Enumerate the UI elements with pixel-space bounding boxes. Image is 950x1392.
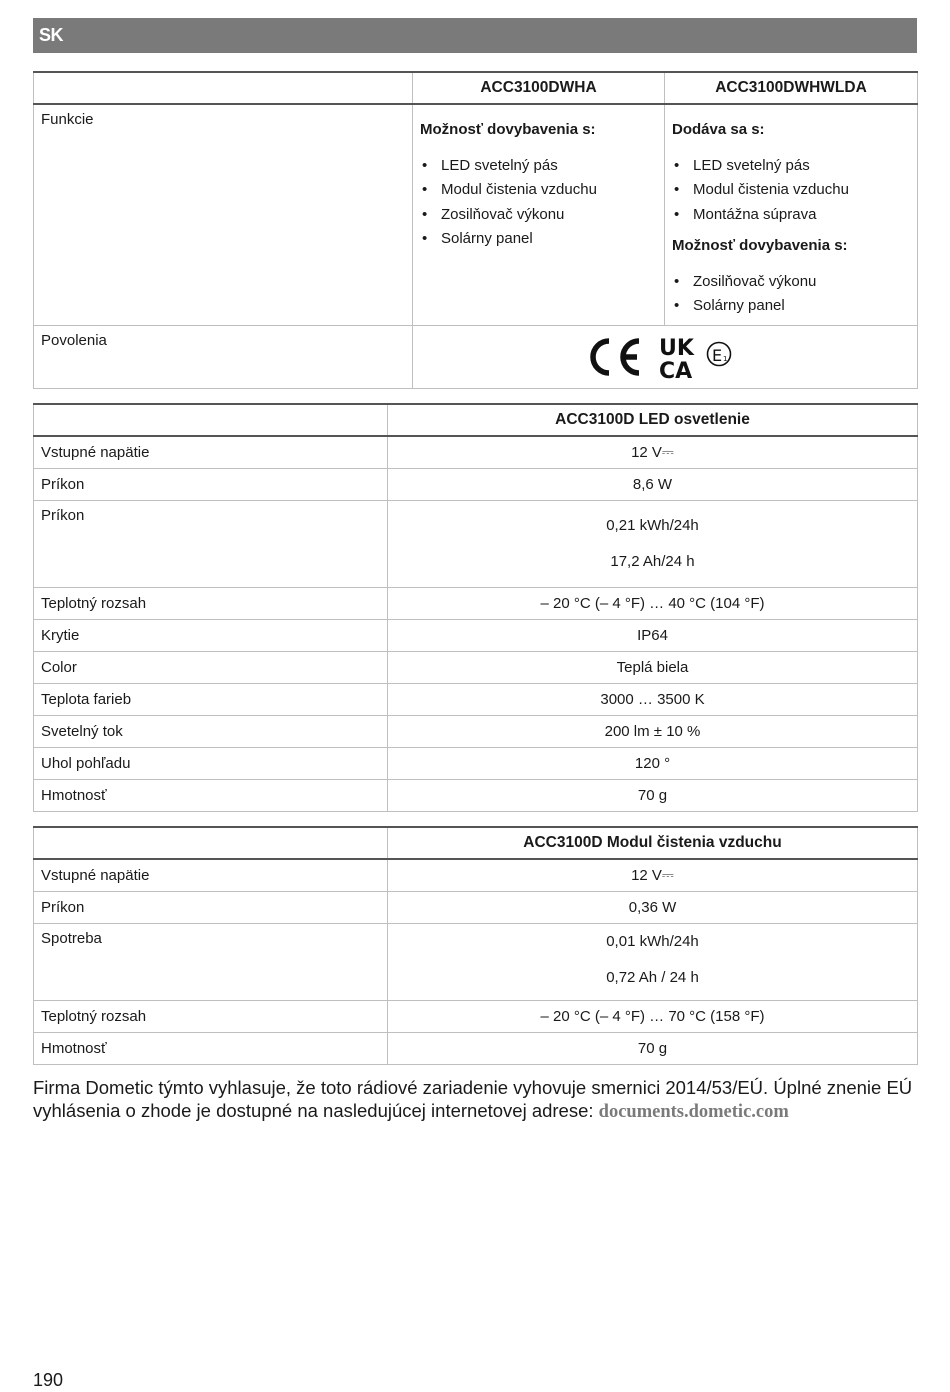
- spec-value-line-1: 0,01 kWh/24h: [606, 932, 699, 950]
- approval-marks-cell: [413, 325, 918, 388]
- led-spec-table: [33, 403, 918, 812]
- retrofit-heading: Možnosť dovybavenia s:: [420, 121, 596, 138]
- led-table-header: [34, 404, 918, 436]
- features-label: Funkcie: [34, 104, 413, 325]
- spec-value: 200 lm ± 10 %: [388, 715, 918, 747]
- spec-value: [388, 500, 918, 587]
- air-module-table-header: [34, 827, 918, 859]
- language-code: SK: [39, 25, 64, 45]
- retrofit-heading-2: Možnosť dovybavenia s:: [672, 236, 848, 254]
- list-item: • Solárny panel: [420, 227, 664, 251]
- empty-header-cell: [34, 404, 388, 436]
- table-row: [34, 619, 918, 651]
- language-header-bar: [33, 18, 917, 53]
- air-module-table-heading: ACC3100D Modul čistenia vzduchu: [388, 827, 918, 859]
- supplied-with-list: [672, 154, 917, 227]
- spec-value: [388, 923, 918, 1000]
- spec-value: 70 g: [388, 1032, 918, 1064]
- list-item: • Modul čistenia vzduchu: [420, 178, 664, 202]
- list-item: • Montážna súprava: [672, 203, 917, 227]
- features-table-header: [34, 72, 918, 104]
- spec-label: Hmotnosť: [34, 779, 388, 811]
- table-row: [34, 436, 918, 468]
- spec-value: 120 °: [388, 747, 918, 779]
- spec-value: – 20 °C (– 4 °F) … 70 °C (158 °F): [388, 1000, 918, 1032]
- air-module-spec-table: [33, 826, 918, 1065]
- features-row: [34, 104, 918, 325]
- list-item: • Zosilňovač výkonu: [420, 203, 664, 227]
- table-row: [34, 747, 918, 779]
- spec-value-line-2: 0,72 Ah / 24 h: [606, 968, 699, 986]
- empty-header-cell: [34, 72, 413, 104]
- table-row: [34, 859, 918, 891]
- spec-label: Uhol pohľadu: [34, 747, 388, 779]
- list-item: • Solárny panel: [672, 294, 917, 318]
- table-row: [34, 651, 918, 683]
- column-header-model-1: ACC3100DWHA: [413, 72, 665, 104]
- spec-value: 3000 … 3500 K: [388, 683, 918, 715]
- table-row: [34, 891, 918, 923]
- retrofit-list-2: [672, 270, 917, 319]
- spec-label: Príkon: [34, 891, 388, 923]
- ce-mark-icon: [593, 341, 639, 373]
- supplied-with-heading: Dodáva sa s:: [672, 121, 765, 138]
- svg-text:1: 1: [723, 354, 728, 363]
- spec-value: 12 V⎓: [388, 436, 918, 468]
- spec-value: 70 g: [388, 779, 918, 811]
- spec-label: Vstupné napätie: [34, 436, 388, 468]
- spec-value: 12 V⎓: [388, 859, 918, 891]
- table-row: [34, 1000, 918, 1032]
- model-2-features-cell: [665, 104, 918, 325]
- spec-label: Teplotný rozsah: [34, 1000, 388, 1032]
- certification-marks-icon: [585, 332, 745, 382]
- spec-label: Príkon: [34, 500, 388, 587]
- spec-value: – 20 °C (– 4 °F) … 40 °C (104 °F): [388, 587, 918, 619]
- table-row: [34, 923, 918, 1000]
- spec-value-line-2: 17,2 Ah/24 h: [610, 552, 695, 570]
- approvals-label: Povolenia: [34, 325, 413, 388]
- declaration-text: Firma Dometic týmto vyhlasuje, že toto rádiové zariadenie vyhovuje smernici 2014/53/EÚ. Úplné znenie EÚ vyhlásenia o zhode je dostupné na nasledujúcej internetovej adrese:: [33, 1077, 913, 1121]
- svg-text:E: E: [712, 345, 723, 365]
- table-row: [34, 468, 918, 500]
- spec-label: Teplota farieb: [34, 683, 388, 715]
- declaration-paragraph: [33, 1076, 923, 1124]
- table-row: [34, 779, 918, 811]
- spec-value: 0,36 W: [388, 891, 918, 923]
- spec-label: Vstupné napätie: [34, 859, 388, 891]
- spec-label: Teplotný rozsah: [34, 587, 388, 619]
- table-row: [34, 1032, 918, 1064]
- spec-label: Hmotnosť: [34, 1032, 388, 1064]
- ukca-mark-icon: [659, 336, 695, 382]
- spec-label: Color: [34, 651, 388, 683]
- spec-value: IP64: [388, 619, 918, 651]
- list-item: • Modul čistenia vzduchu: [672, 178, 917, 202]
- table-row: [34, 715, 918, 747]
- column-header-model-2: ACC3100DWHWLDA: [665, 72, 918, 104]
- features-table: [33, 71, 918, 389]
- led-table-heading: ACC3100D LED osvetlenie: [388, 404, 918, 436]
- approvals-row: [34, 325, 918, 388]
- retrofit-list: [420, 154, 664, 251]
- empty-header-cell: [34, 827, 388, 859]
- table-row: [34, 500, 918, 587]
- list-item: • LED svetelný pás: [420, 154, 664, 178]
- list-item: • Zosilňovač výkonu: [672, 270, 917, 294]
- e-mark-icon: [708, 342, 731, 365]
- list-item: • LED svetelný pás: [672, 154, 917, 178]
- spec-value: Teplá biela: [388, 651, 918, 683]
- certification-marks: [413, 326, 917, 388]
- spec-value-line-1: 0,21 kWh/24h: [606, 516, 699, 534]
- svg-text:CA: CA: [659, 358, 693, 382]
- svg-text:UK: UK: [659, 335, 694, 361]
- spec-value: 8,6 W: [388, 468, 918, 500]
- spec-label: Spotreba: [34, 923, 388, 1000]
- spec-label: Svetelný tok: [34, 715, 388, 747]
- model-1-features-cell: [413, 104, 665, 325]
- spec-label: Krytie: [34, 619, 388, 651]
- table-row: [34, 683, 918, 715]
- spec-label: Príkon: [34, 468, 388, 500]
- table-row: [34, 587, 918, 619]
- documents-link[interactable]: documents.dometic.com: [598, 1102, 789, 1122]
- page-number: 190: [33, 1370, 64, 1390]
